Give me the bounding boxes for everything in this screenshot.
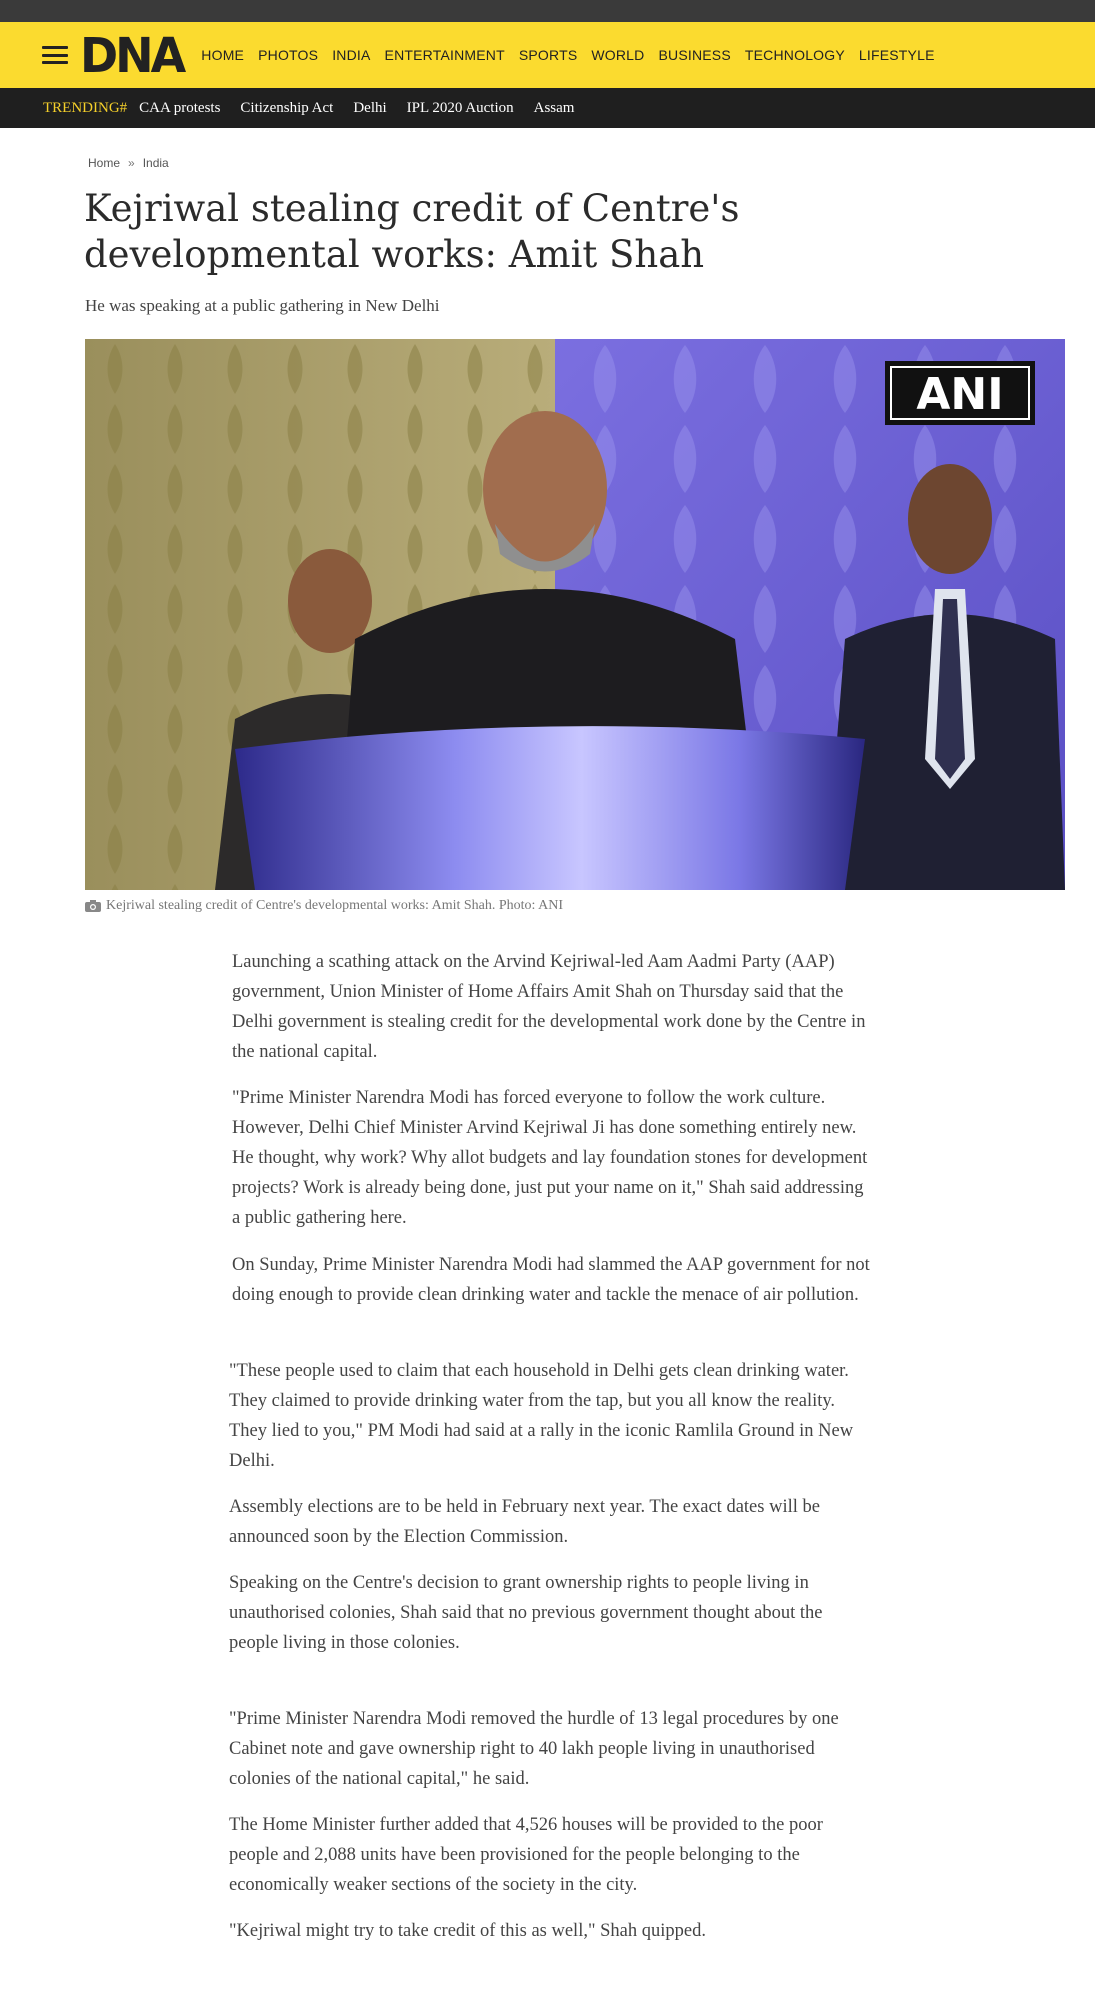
trending-item-assam[interactable]: Assam (533, 99, 575, 116)
nav-world[interactable]: WORLD (591, 47, 645, 63)
image-caption-text: Kejriwal stealing credit of Centre's developmental works: Amit Shah. Photo: ANI (106, 898, 564, 913)
trending-bar (0, 88, 1095, 128)
site-logo[interactable]: DNA (80, 26, 184, 84)
nav-entertainment[interactable]: ENTERTAINMENT (384, 47, 505, 63)
nav-home[interactable]: HOME (201, 47, 245, 63)
nav-technology[interactable]: TECHNOLOGY (744, 47, 845, 63)
article-paragraph: "Prime Minister Narendra Modi has forced everyone to follow the work culture. However, Delhi Chief Minister Arvind Kejriwal Ji has done something entirely new. He thought, why work? Why allot budgets and lay foundation stones for development projects? Work is already being done, just put your name on it," Shah said addressing a public gathering here. (232, 1088, 868, 1228)
article-paragraph: Speaking on the Centre's decision to grant ownership rights to people living in unauthorised colonies, Shah said that no previous government thought about the people living in those colonies. (229, 1573, 823, 1653)
article-subhead: He was speaking at a public gathering in New Delhi (85, 296, 440, 315)
nav-sports[interactable]: SPORTS (518, 47, 578, 63)
breadcrumb-home[interactable]: Home (88, 156, 121, 170)
top-strip (0, 0, 1095, 22)
trending-item-delhi[interactable]: Delhi (353, 99, 387, 116)
hero-image (85, 339, 1065, 890)
ani-watermark: ANI (916, 369, 1004, 420)
article-headline: Kejriwal stealing credit of Centre's developmental works: Amit Shah (84, 187, 740, 276)
article-paragraph: The Home Minister further added that 4,526 houses will be provided to the poor people and 2,088 units have been provisioned for the people belonging to the economically weaker sections of the society in the city. (229, 1815, 823, 1895)
image-caption (85, 898, 563, 914)
nav-photos[interactable]: PHOTOS (258, 47, 319, 63)
breadcrumb (88, 156, 169, 170)
nav-business[interactable]: BUSINESS (658, 47, 731, 63)
article-paragraph: "Kejriwal might try to take credit of this as well," Shah quipped. (229, 1921, 706, 1941)
primary-nav (201, 47, 948, 63)
breadcrumb-separator: » (128, 156, 135, 170)
trending-label: TRENDING# (43, 99, 128, 116)
main-navbar (0, 22, 1095, 88)
article-paragraph: "These people used to claim that each household in Delhi gets clean drinking water. They claimed to provide drinking water from the tap, but you all know the reality. They lied to you," PM Modi had said at a rally in the iconic Ramlila Ground in New Delhi. (229, 1361, 854, 1471)
nav-lifestyle[interactable]: LIFESTYLE (858, 47, 935, 63)
hamburger-icon[interactable] (42, 46, 68, 64)
breadcrumb-india[interactable]: India (142, 156, 169, 170)
camera-icon (85, 900, 101, 912)
trending-item-caa-protests[interactable]: CAA protests (139, 99, 221, 116)
article-paragraph: Launching a scathing attack on the Arvind Kejriwal-led Aam Aadmi Party (AAP) government, Union Minister of Home Affairs Amit Shah on Thursday said that the Delhi government is stealing credit for the developmental work done by the Centre in the national capital. (232, 952, 866, 1062)
trending-item-ipl-auction[interactable]: IPL 2020 Auction (406, 99, 514, 116)
article-paragraph: Assembly elections are to be held in February next year. The exact dates will be announced soon by the Election Commission. (229, 1497, 820, 1547)
trending-item-citizenship-act[interactable]: Citizenship Act (240, 99, 334, 116)
nav-india[interactable]: INDIA (332, 47, 371, 63)
article-paragraph: "Prime Minister Narendra Modi removed the hurdle of 13 legal procedures by one Cabinet note and gave ownership right to 40 lakh people living in unauthorised colonies of the national capital," he said. (229, 1709, 839, 1789)
article-paragraph: On Sunday, Prime Minister Narendra Modi had slammed the AAP government for not doing enough to provide clean drinking water and tackle the menace of air pollution. (232, 1255, 870, 1305)
hero-photo-illustration (85, 339, 1065, 890)
